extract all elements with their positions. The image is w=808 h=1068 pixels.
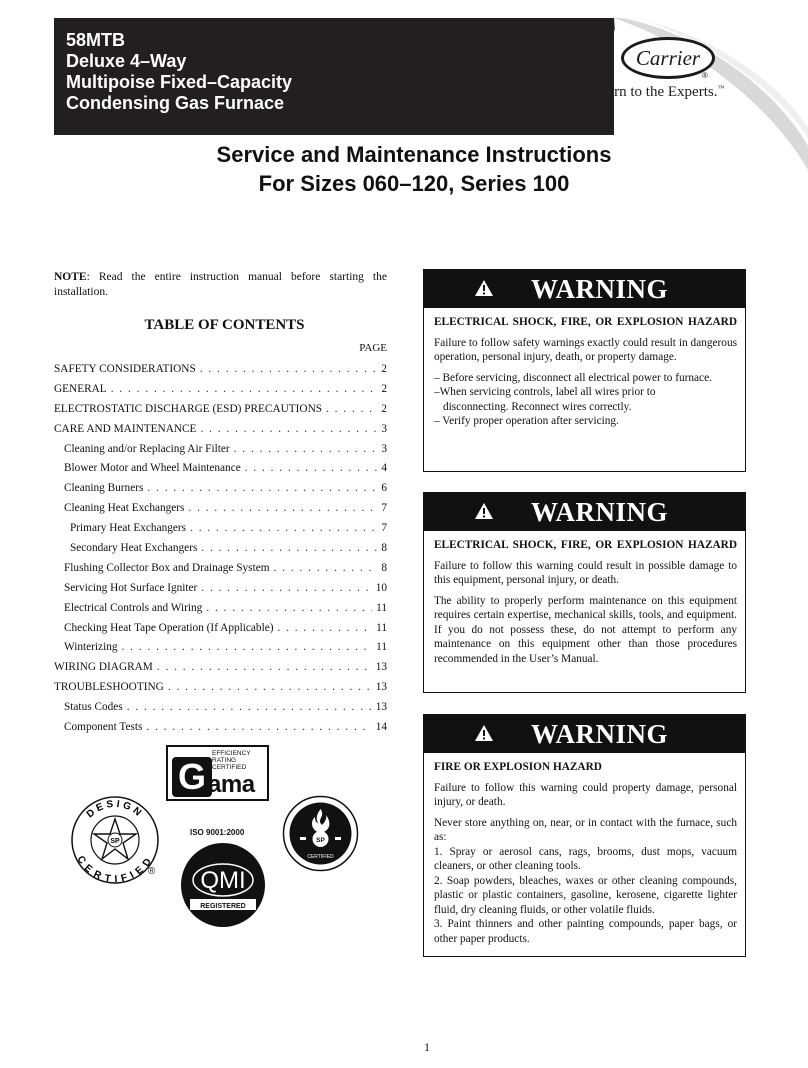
- toc-entry-label: SAFETY CONSIDERATIONS: [54, 363, 196, 375]
- toc-entry-page: 3: [381, 422, 387, 435]
- warning-item-3a: 1. Spray or aerosol cans, rags, brooms, dust mops, vacuum cleaners, or other cleaning tools.: [434, 845, 737, 872]
- toc-leader-dots: [234, 440, 378, 460]
- toc-entry: [54, 519, 387, 539]
- toc-entry: [54, 559, 387, 579]
- toc-leader-dots: [188, 499, 377, 519]
- toc-entry-page: 13: [375, 701, 387, 714]
- toc-entry-page: 13: [375, 681, 387, 694]
- toc-leader-dots: [147, 479, 377, 499]
- toc-entry-label: Secondary Heat Exchangers: [70, 542, 198, 555]
- csa-seal-mark: SP: [316, 837, 325, 844]
- toc-leader-dots: [274, 559, 378, 579]
- toc-entry-label: Checking Heat Tape Operation (If Applicable): [64, 621, 274, 634]
- toc-leader-dots: [277, 619, 372, 639]
- toc-entry-page: 11: [376, 601, 387, 614]
- toc-entry: [54, 579, 387, 599]
- csa-certified-text: CERTIFIED: [307, 854, 334, 860]
- toc-page-label: PAGE: [359, 342, 387, 354]
- toc-leader-dots: [200, 360, 378, 380]
- warning-hazard-2: ELECTRICAL SHOCK, FIRE, OR EXPLOSION HAZARD: [434, 539, 737, 551]
- warning-item-3c: 3. Paint thinners and other painting compounds, paper bags, or other paper products.: [434, 918, 737, 945]
- warning-box-2: [423, 492, 746, 693]
- toc-entry-page: 8: [381, 561, 387, 574]
- warning-box-3: [423, 714, 746, 957]
- tagline-text: Turn to the Experts.: [598, 84, 718, 100]
- toc-entry: [54, 420, 387, 440]
- toc-entry-page: 2: [381, 382, 387, 395]
- toc-entry: [54, 619, 387, 639]
- warning-hazard-3: FIRE OR EXPLOSION HAZARD: [434, 761, 602, 773]
- toc-leader-dots: [157, 658, 372, 678]
- warning-triangle-icon: [474, 502, 494, 520]
- warning-word-1: WARNING: [530, 273, 668, 304]
- qmi-word: QMI: [200, 867, 246, 894]
- toc-entry-page: 7: [381, 502, 387, 515]
- warning-paragraph-3b: Never store anything on, near, or in contact with the furnace, such as:: [434, 816, 737, 843]
- warning-header-3: [424, 715, 745, 753]
- warning-body-1: [424, 308, 745, 437]
- toc-entry-page: 4: [381, 462, 387, 475]
- toc-leader-dots: [326, 400, 377, 420]
- tagline-tm: ™: [717, 84, 725, 92]
- product-title: [66, 30, 292, 114]
- product-line-1: Deluxe 4–Way: [66, 51, 187, 71]
- toc-entry-page: 13: [375, 661, 387, 674]
- warning-header-2: [424, 493, 745, 531]
- warning-item-1d: – Verify proper operation after servicing.: [434, 415, 619, 427]
- warning-item-3b: 2. Soap powders, bleaches, waxes or other cleaning compounds, plastic or plastic containers, gasoline, kerosene, cigarette lighter fluid, dry cleaning fluids, or other volatile fluids.: [434, 874, 737, 916]
- toc-entry: [54, 718, 387, 738]
- toc-entry-label: Servicing Hot Surface Igniter: [64, 581, 198, 594]
- warning-paragraph-2: Failure to follow this warning could result in possible damage to this equipment, personal injury, or death.: [434, 559, 737, 586]
- csa-mark: SP: [110, 838, 120, 845]
- warning-word-2: WARNING: [530, 496, 668, 527]
- logo-registered-mark: ®: [702, 71, 708, 80]
- toc-entry-page: 10: [375, 581, 387, 594]
- toc-entry-page: 3: [381, 442, 387, 455]
- toc-leader-dots: [146, 718, 371, 738]
- toc-entry: [54, 360, 387, 380]
- toc-leader-dots: [206, 599, 372, 619]
- toc-entry-page: 8: [381, 542, 387, 555]
- toc-leader-dots: [190, 519, 377, 539]
- toc-entry-page: 11: [376, 621, 387, 634]
- iso-label: ISO 9001:2000: [190, 828, 245, 837]
- warning-hazard-1: ELECTRICAL SHOCK, FIRE, OR EXPLOSION HAZARD: [434, 316, 737, 328]
- title-line-2: For Sizes 060–120, Series 100: [258, 171, 570, 196]
- toc-entry-label: Status Codes: [64, 701, 123, 714]
- toc-entry-label: Component Tests: [64, 721, 143, 734]
- seal-top-text: DESIGN: [84, 798, 146, 821]
- table-of-contents: [54, 360, 387, 738]
- gama-logo: [166, 745, 269, 801]
- toc-leader-dots: [111, 380, 378, 400]
- toc-entry: [54, 440, 387, 460]
- toc-entry-label: Blower Motor and Wheel Maintenance: [64, 462, 241, 475]
- warning-triangle-icon: [474, 724, 494, 742]
- toc-entry-label: CARE AND MAINTENANCE: [54, 422, 197, 435]
- toc-entry-page: 7: [381, 522, 387, 535]
- toc-leader-dots: [168, 678, 372, 698]
- svg-text:CERTIFIED: [74, 854, 155, 885]
- warning-paragraph-2b: The ability to properly perform maintenance on this equipment requires certain expertise, mechanical skills, tools, and equipment. If you do not possess these, do not attempt to perform any maintenance on this equipment other than those procedures recommended in the User’s Manual.: [434, 594, 737, 665]
- toc-entry-label: Cleaning Burners: [64, 482, 144, 495]
- warning-paragraph-3: Failure to follow this warning could property damage, personal injury, or death.: [434, 781, 737, 808]
- toc-entry: [54, 479, 387, 499]
- toc-leader-dots: [201, 579, 371, 599]
- warning-item-1a: – Before servicing, disconnect all electrical power to furnace.: [434, 371, 712, 384]
- toc-entry-label: Winterizing: [64, 641, 118, 654]
- toc-leader-dots: [245, 459, 378, 479]
- seal-registered-mark: ®: [148, 866, 156, 877]
- warning-body-2: [424, 531, 745, 680]
- title-line-1: Service and Maintenance Instructions: [216, 142, 612, 167]
- qmi-registered: REGISTERED: [200, 903, 246, 910]
- gama-caption-3: CERTIFIED: [212, 764, 247, 771]
- note-label: NOTE: [54, 271, 87, 283]
- toc-entry-page: 11: [376, 641, 387, 654]
- carrier-logo: [621, 37, 715, 79]
- tagline: [598, 84, 724, 101]
- toc-entry-page: 6: [381, 482, 387, 495]
- toc-leader-dots: [127, 698, 372, 718]
- product-line-3: Condensing Gas Furnace: [66, 93, 285, 113]
- warning-body-3: [424, 753, 745, 954]
- toc-entry: [54, 698, 387, 718]
- toc-entry: [54, 599, 387, 619]
- model-number: 58MTB: [66, 30, 126, 50]
- warning-triangle-icon: [474, 279, 494, 297]
- gama-caption: [212, 750, 251, 771]
- note-text: : Read the entire instruction manual before starting the installation.: [54, 271, 387, 298]
- gama-g-letter: G: [172, 757, 212, 797]
- warning-paragraph-1: Failure to follow safety warnings exactly could result in dangerous operation, personal injury, death, or property damage.: [434, 336, 737, 363]
- note-paragraph: [54, 270, 387, 300]
- toc-heading: TABLE OF CONTENTS: [144, 317, 305, 333]
- toc-leader-dots: [200, 420, 377, 440]
- toc-entry-label: Electrical Controls and Wiring: [64, 601, 203, 614]
- csa-certified-seal: [282, 795, 359, 872]
- toc-leader-dots: [201, 539, 377, 559]
- warning-box-1: [423, 269, 746, 472]
- warning-item-1b: –When servicing controls, label all wires prior to: [434, 386, 656, 398]
- warning-word-3: WARNING: [530, 718, 668, 749]
- toc-entry-page: 14: [375, 721, 387, 734]
- toc-entry: [54, 539, 387, 559]
- toc-entry-page: 2: [381, 363, 387, 375]
- design-certified-seal: [70, 795, 160, 885]
- toc-entry-label: TROUBLESHOOTING: [54, 681, 164, 694]
- toc-entry: [54, 678, 387, 698]
- toc-entry-label: GENERAL: [54, 382, 107, 395]
- toc-entry: [54, 658, 387, 678]
- toc-entry-label: ELECTROSTATIC DISCHARGE (ESD) PRECAUTIONS: [54, 402, 323, 415]
- qmi-logo: [180, 842, 266, 928]
- toc-entry-label: Cleaning and/or Replacing Air Filter: [64, 442, 230, 455]
- toc-entry: [54, 380, 387, 400]
- toc-entry-label: WIRING DIAGRAM: [54, 661, 153, 674]
- toc-entry: [54, 459, 387, 479]
- seal-bottom-text: CERTIFIED: [74, 854, 156, 885]
- toc-entry-label: Flushing Collector Box and Drainage System: [64, 561, 270, 574]
- toc-leader-dots: [122, 638, 373, 658]
- gama-word: ama: [208, 771, 255, 798]
- toc-entry: [54, 499, 387, 519]
- toc-entry-label: Cleaning Heat Exchangers: [64, 502, 185, 515]
- page-number: 1: [424, 1040, 430, 1054]
- toc-entry-page: 2: [381, 402, 387, 415]
- warning-item-1c: disconnecting. Reconnect wires correctly.: [443, 400, 632, 413]
- logo-text: Carrier: [635, 45, 701, 70]
- product-line-2: Multipoise Fixed–Capacity: [66, 72, 293, 92]
- gama-caption-2: RATING: [212, 757, 237, 764]
- gama-caption-1: EFFICIENCY: [212, 750, 251, 757]
- toc-entry-label: Primary Heat Exchangers: [70, 522, 187, 535]
- warning-header-1: [424, 270, 745, 308]
- toc-entry: [54, 638, 387, 658]
- document-title: [0, 140, 808, 198]
- toc-entry: [54, 400, 387, 420]
